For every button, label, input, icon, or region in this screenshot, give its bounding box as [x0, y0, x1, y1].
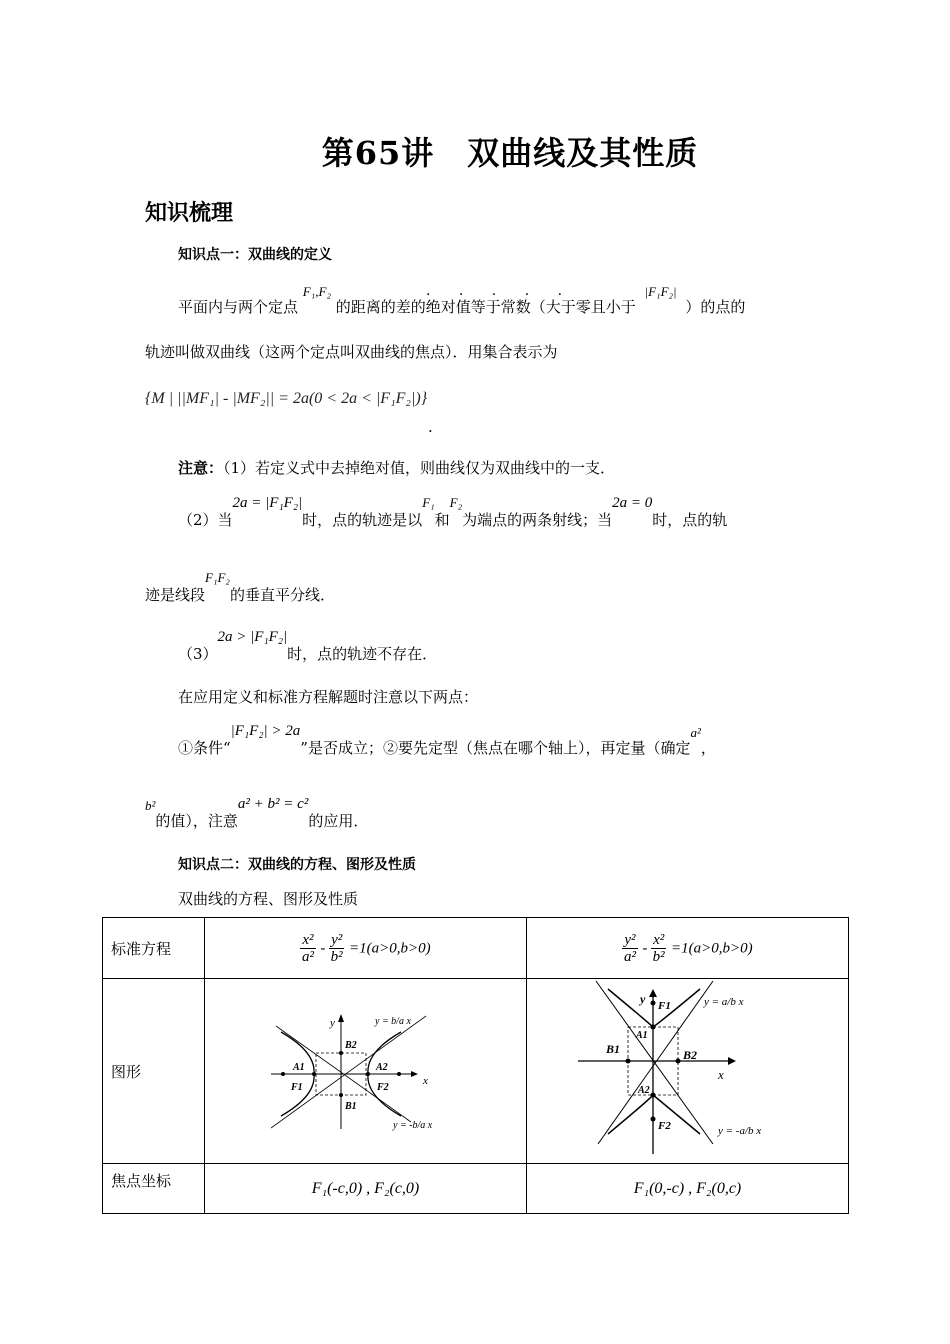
math-f2: F₂	[449, 495, 463, 510]
equation-horizontal-tail: =1(a>0,b>0)	[349, 940, 431, 956]
label-foci: 焦点坐标	[103, 1164, 205, 1214]
math-f1f2-gt-2a: |F₁F₂| > 2a	[230, 723, 301, 739]
equation-horizontal: $\frac{\text{x²}}{\text{a²}}$ - $\frac{\text{y²}}{\text{b²}}$ =1(a>0,b>0)	[205, 918, 527, 979]
label-graph: 图形	[103, 979, 205, 1164]
x-axis-arrow	[728, 1057, 736, 1065]
asymptote-bottom-label: y = -a/b x	[717, 1125, 761, 1137]
note-3-text-b: 时，点的轨迹不存在．	[287, 645, 438, 663]
label-f1: F1	[657, 1000, 671, 1012]
y-axis-arrow	[338, 1014, 344, 1022]
math-2a-eq-0: 2a = 0	[612, 495, 653, 511]
frac-y2-a2: $\frac{\text{y²}}{\text{a²}}$	[623, 931, 636, 965]
label-b1: B1	[605, 1042, 620, 1056]
section-heading: 知识梳理	[145, 200, 234, 226]
note-1	[178, 457, 615, 478]
definition-line-2: 轨迹叫做双曲线（这两个定点叫双曲线的焦点）．用集合表示为	[145, 343, 558, 361]
math-f1-f2: F₁,F₂	[302, 284, 331, 299]
condition-text-c: ，	[700, 739, 716, 757]
page-title: 第65讲 双曲线及其性质	[321, 134, 699, 172]
knowledge-point-2-heading: 知识点二：双曲线的方程、图形及性质	[178, 857, 416, 873]
point-f2	[650, 1117, 655, 1122]
foci-vertical: F₁(0,-c) , F₂(0,c)	[527, 1164, 849, 1214]
point-a2	[650, 1093, 655, 1098]
point-b1	[339, 1093, 343, 1097]
hyperbola-vertical-figure	[578, 979, 798, 1159]
math-2a-eq-f1f2: 2a = |F₁F₂|	[232, 495, 303, 511]
set-notation: {M | ||MF₁| - |MF₂|| = 2a(0 < 2a < |F₁F₂|)}	[145, 390, 428, 407]
label-y: y	[639, 992, 645, 1006]
equation-vertical-tail: =1(a>0,b>0)	[671, 940, 753, 956]
point-b2	[675, 1059, 680, 1064]
condition-text-e: 的应用．	[308, 812, 369, 830]
asymptote-bottom-label: y = -b/a x	[392, 1120, 432, 1131]
math-f1: F₁	[422, 495, 435, 510]
label-a2: A2	[375, 1062, 388, 1073]
label-standard-equation: 标准方程	[103, 918, 205, 979]
definition-text-a: 平面内与两个定点	[178, 298, 299, 316]
table-caption: 双曲线的方程、图形及性质	[178, 890, 359, 908]
point-b1	[625, 1059, 630, 1064]
math-pythagorean: a² + b² = c²	[237, 796, 309, 812]
label-a1: A1	[635, 1030, 648, 1041]
note-2-line-2	[145, 570, 335, 605]
hyperbola-properties-table	[102, 917, 849, 1214]
condition-line-1	[178, 723, 716, 758]
definition-text-c: ）的点的	[685, 298, 746, 316]
point-f2	[397, 1072, 401, 1076]
note-2-text-e: 时，点的轨	[652, 511, 728, 529]
lower-branch	[608, 1095, 700, 1134]
frac-y2-b2: $\frac{\text{y²}}{\text{b²}}$	[330, 931, 343, 965]
condition-text-b: ”是否成立；②要先定型（焦点在哪个轴上），再定量（确定	[300, 739, 691, 757]
note-2-text-f: 迹是线段	[145, 586, 206, 604]
label-b1: B1	[344, 1101, 357, 1112]
note-1-text: （1）若定义式中去掉绝对值，则曲线仅为双曲线中的一支．	[223, 459, 616, 477]
label-x: x	[717, 1067, 724, 1082]
emphasis-dots: . . . . .	[426, 283, 575, 299]
condition-text-a: ①条件“	[178, 739, 231, 757]
condition-text-d: 的值），注意	[155, 812, 238, 830]
condition-line-2	[145, 796, 369, 831]
note-label: 注意：	[178, 459, 224, 477]
frac-x2-b2: $\frac{\text{x²}}{\text{b²}}$	[652, 931, 665, 965]
note-2-line-1	[178, 495, 728, 530]
row-graph	[103, 979, 849, 1164]
label-b2: B2	[344, 1040, 357, 1051]
point-a2	[366, 1072, 370, 1076]
row-foci	[103, 1164, 849, 1214]
label-f1: F1	[290, 1082, 303, 1093]
foci-horizontal: F₁(-c,0) , F₂(c,0)	[205, 1164, 527, 1214]
note-3-text-a: （3）	[178, 645, 218, 663]
x-axis-arrow	[411, 1071, 418, 1077]
knowledge-point-1-heading: 知识点一：双曲线的定义	[178, 247, 332, 263]
point-f1	[650, 1001, 655, 1006]
note-2-text-b: 时，点的轨迹是以	[302, 511, 423, 529]
asymptote-top-label: y = b/a x	[374, 1016, 411, 1027]
label-f2: F2	[657, 1120, 671, 1132]
y-axis-arrow	[649, 989, 657, 997]
graph-vertical-cell	[527, 979, 849, 1164]
application-note: 在应用定义和标准方程解题时注意以下两点：	[178, 688, 479, 706]
math-b-squared: b²	[145, 798, 156, 813]
frac-x2-a2: $\frac{\text{x²}}{\text{a²}}$	[301, 931, 314, 965]
label-b2: B2	[682, 1048, 697, 1062]
label-a1: A1	[292, 1062, 305, 1073]
hyperbola-horizontal-figure	[271, 1004, 461, 1134]
set-period: .	[428, 418, 433, 436]
note-3	[178, 629, 438, 664]
asymptote-top-label: y = a/b x	[703, 996, 743, 1008]
row-standard-equation	[103, 918, 849, 979]
graph-horizontal-cell	[205, 979, 527, 1164]
math-abs-f1f2: |F₁F₂|	[644, 284, 677, 299]
label-x: x	[422, 1075, 428, 1087]
note-2-text-a: （2）当	[178, 511, 233, 529]
label-a2: A2	[637, 1085, 650, 1096]
math-a-squared: a²	[690, 725, 701, 740]
math-2a-gt-f1f2: 2a > |F₁F₂|	[217, 629, 288, 645]
definition-text-b: 的距离的差的绝对值等于常数（大于零且小于	[335, 298, 636, 316]
point-b2	[339, 1051, 343, 1055]
label-y: y	[329, 1017, 335, 1029]
point-a1	[650, 1025, 655, 1030]
point-f1	[281, 1072, 285, 1076]
note-2-text-d: 为端点的两条射线；当	[462, 511, 613, 529]
label-f2: F2	[376, 1082, 389, 1093]
math-segment-f1f2: F₁F₂	[205, 570, 230, 585]
definition-line-1	[178, 284, 746, 317]
note-2-text-g: 的垂直平分线．	[229, 586, 335, 604]
note-2-text-c: 和	[434, 511, 450, 529]
point-a1	[312, 1072, 316, 1076]
equation-vertical: $\frac{\text{y²}}{\text{a²}}$ - $\frac{\text{x²}}{\text{b²}}$ =1(a>0,b>0)	[527, 918, 849, 979]
